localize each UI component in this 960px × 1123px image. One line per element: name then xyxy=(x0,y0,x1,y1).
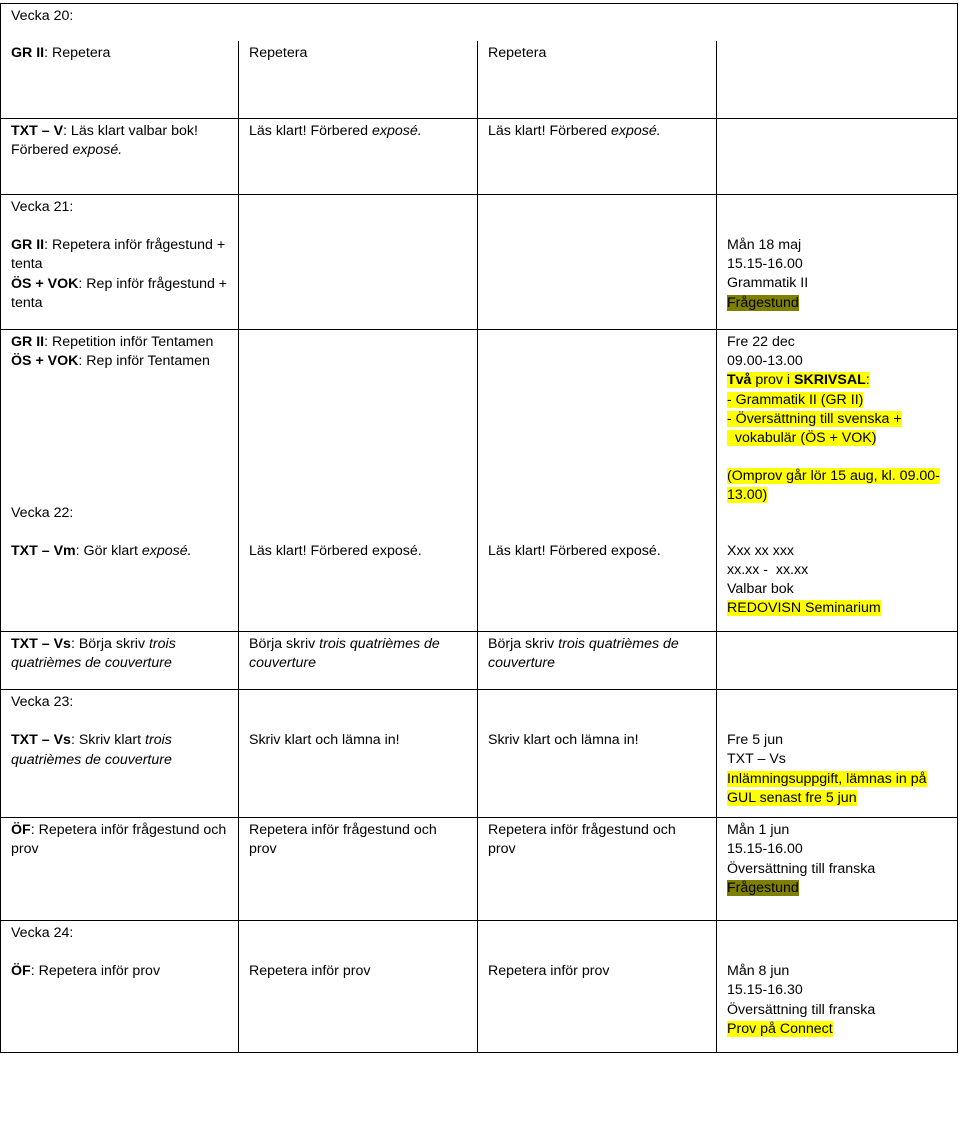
cell-txt-vs xyxy=(1,632,239,690)
cell-text: Repetera xyxy=(249,44,308,61)
week-24-row xyxy=(1,921,958,1053)
cell-text-italic: trois xyxy=(145,732,172,749)
cell-gr-ii-os-vok xyxy=(1,195,239,330)
event-time: 09.00-13.00 xyxy=(727,353,803,370)
cell-text: : xyxy=(865,372,870,389)
cell-col3 xyxy=(478,41,717,119)
exam-count: Två xyxy=(727,372,752,389)
cell-text: : Läs klart valbar bok! xyxy=(63,123,198,139)
cell-txt-v xyxy=(1,119,239,195)
cell-text-italic: exposé. xyxy=(611,123,661,139)
cell-text-italic: quatrièmes de couverture xyxy=(11,655,172,672)
event-date: Fre 5 jun xyxy=(727,732,783,749)
cell-text: prov i xyxy=(751,372,795,389)
cell-text-italic: couverture xyxy=(488,655,556,672)
cell-col3 xyxy=(478,690,717,818)
course-label: ÖF xyxy=(11,822,31,839)
cell-text-italic: exposé. xyxy=(72,142,123,159)
cell-col2 xyxy=(239,690,478,818)
event-date: Xxx xx xxx xyxy=(727,542,795,559)
week-label: Vecka 20: xyxy=(11,8,74,24)
week-23-row-2 xyxy=(1,818,958,921)
week-20-row-1 xyxy=(1,41,958,119)
cell-col2 xyxy=(239,818,478,921)
cell-col3 xyxy=(478,632,717,690)
cell-text: Läs klart! Förbered exposé. xyxy=(249,542,422,559)
cell-col3 xyxy=(478,528,717,632)
cell-col3 xyxy=(478,921,717,1053)
cell-text: tenta xyxy=(11,294,43,311)
cell-col2 xyxy=(239,195,478,330)
cell-text: Börja skriv xyxy=(488,636,559,653)
cell-text: : Repetition inför Tentamen xyxy=(44,334,214,350)
exam-item: vokabulär (ÖS + VOK) xyxy=(727,430,877,447)
week-22-row-1 xyxy=(1,528,958,632)
cell-col3 xyxy=(478,195,717,330)
cell-text: Repetera inför prov xyxy=(488,963,610,980)
cell-text: Förbered xyxy=(11,142,73,159)
event-course: TXT – Vs xyxy=(727,751,786,768)
cell-col3 xyxy=(478,119,717,195)
course-label: GR II xyxy=(11,334,45,350)
cell-col2 xyxy=(239,330,478,528)
week-20-row-2 xyxy=(1,119,958,195)
cell-text: : Börja skriv xyxy=(70,636,149,653)
exam-location: SKRIVSAL xyxy=(794,372,866,389)
event-type-highlight: Prov på Connect xyxy=(727,1020,833,1037)
week-label: Vecka 23: xyxy=(11,694,74,711)
cell-text: : Rep inför Tentamen xyxy=(78,353,210,370)
event-time: xx.xx - xx.xx xyxy=(727,561,809,578)
cell-text-italic: couverture xyxy=(249,655,317,672)
week-20-header xyxy=(1,4,958,41)
cell-text: : Skriv klart xyxy=(70,732,146,749)
cell-text: : Repetera inför prov xyxy=(30,963,161,980)
week-21-row xyxy=(1,195,958,330)
course-label: TXT – Vs xyxy=(11,636,71,653)
course-label: TXT – Vs xyxy=(11,732,71,749)
cell-col3 xyxy=(478,330,717,528)
cell-col2 xyxy=(239,632,478,690)
cell-event-connect xyxy=(717,921,958,1053)
week-22-row-2 xyxy=(1,632,958,690)
cell-text: Repetera inför prov xyxy=(249,963,371,980)
cell-col2 xyxy=(239,921,478,1053)
cell-text-italic: exposé. xyxy=(372,123,422,139)
cell-col2 xyxy=(239,119,478,195)
cell-event-frågestund xyxy=(717,195,958,330)
cell-txt-vm xyxy=(1,528,239,632)
course-label: ÖF xyxy=(11,963,31,980)
cell-text-italic: trois xyxy=(148,636,176,653)
cell-gr-ii xyxy=(1,41,239,119)
cell-event-submission xyxy=(717,690,958,818)
course-label: TXT – Vm xyxy=(11,542,76,559)
course-label: ÖS + VOK xyxy=(11,275,79,292)
cell-col3 xyxy=(478,818,717,921)
course-label: GR II xyxy=(11,44,45,61)
event-time: 15.15-16.00 xyxy=(727,256,803,273)
course-label: ÖS + VOK xyxy=(11,353,79,370)
cell-col4 xyxy=(717,632,958,690)
cell-text-italic: quatrièmes de couverture xyxy=(11,751,172,768)
cell-gr-ii-os-vok-exam xyxy=(1,330,239,528)
event-date: Mån 1 jun xyxy=(727,822,790,839)
cell-text: : Rep inför frågestund + xyxy=(78,275,228,292)
cell-of-prov xyxy=(1,921,239,1053)
course-label: GR II xyxy=(11,237,45,254)
cell-of xyxy=(1,818,239,921)
cell-text: Skriv klart och lämna in! xyxy=(488,732,639,749)
cell-text: Repetera inför frågestund och prov xyxy=(249,822,437,858)
cell-event-frågestund-fr xyxy=(717,818,958,921)
event-course: Valbar bok xyxy=(727,581,794,598)
cell-col2 xyxy=(239,41,478,119)
cell-text: : Repetera xyxy=(44,44,111,61)
event-course: Grammatik II xyxy=(727,275,809,292)
cell-text: Börja skriv xyxy=(249,636,320,653)
event-time: 15.15-16.00 xyxy=(727,841,803,858)
week-20-header-row xyxy=(1,4,958,41)
cell-text: Läs klart! Förbered xyxy=(488,123,612,139)
exam-item: - Grammatik II (GR II) xyxy=(727,391,864,408)
week-23-row-1 xyxy=(1,690,958,818)
event-date: Mån 18 maj xyxy=(727,237,802,253)
submission-info: Inlämningsuppgift, lämnas in på xyxy=(727,770,927,787)
event-date: Mån 8 jun xyxy=(727,963,790,980)
cell-text: Skriv klart och lämna in! xyxy=(249,732,400,749)
cell-text: : Repetera inför frågestund och xyxy=(30,822,227,839)
cell-text: tenta xyxy=(11,256,43,273)
event-type-highlight: Frågestund xyxy=(727,294,799,311)
cell-col4 xyxy=(717,119,958,195)
cell-event-exam xyxy=(717,330,958,528)
event-type-highlight: REDOVISN Seminarium xyxy=(727,600,881,617)
cell-text: : Gör klart xyxy=(75,542,142,559)
week-label: Vecka 24: xyxy=(11,925,74,942)
event-time: 15.15-16.30 xyxy=(727,982,803,999)
submission-info: GUL senast fre 5 jun xyxy=(727,789,857,806)
event-course: Översättning till franska xyxy=(727,1001,876,1018)
cell-text: : Repetera inför frågestund + xyxy=(44,237,226,254)
week-label: Vecka 21: xyxy=(11,199,74,215)
schedule-table xyxy=(0,3,958,1053)
cell-text-italic: trois quatrièmes de xyxy=(319,636,440,653)
cell-col2 xyxy=(239,528,478,632)
cell-text: Repetera xyxy=(488,44,547,61)
exam-item: - Översättning till svenska + xyxy=(727,410,902,427)
event-type-highlight: Frågestund xyxy=(727,879,799,896)
cell-text: Repetera inför frågestund och prov xyxy=(488,822,676,858)
cell-text-italic: exposé. xyxy=(141,542,192,559)
week-21-exam-row xyxy=(1,330,958,528)
cell-col4 xyxy=(717,41,958,119)
retake-info: 13.00) xyxy=(727,487,768,504)
cell-text: Läs klart! Förbered exposé. xyxy=(488,542,661,559)
event-course: Översättning till franska xyxy=(727,860,876,877)
cell-text-italic: trois quatrièmes de xyxy=(558,636,679,653)
retake-info: (Omprov går lör 15 aug, kl. 09.00- xyxy=(727,468,940,485)
cell-text: Läs klart! Förbered xyxy=(249,123,373,139)
week-label: Vecka 22: xyxy=(11,505,74,522)
cell-text: prov xyxy=(11,841,39,858)
course-label: TXT – V xyxy=(11,123,64,139)
event-date: Fre 22 dec xyxy=(727,334,795,350)
cell-event-seminar xyxy=(717,528,958,632)
cell-txt-vs-finish xyxy=(1,690,239,818)
